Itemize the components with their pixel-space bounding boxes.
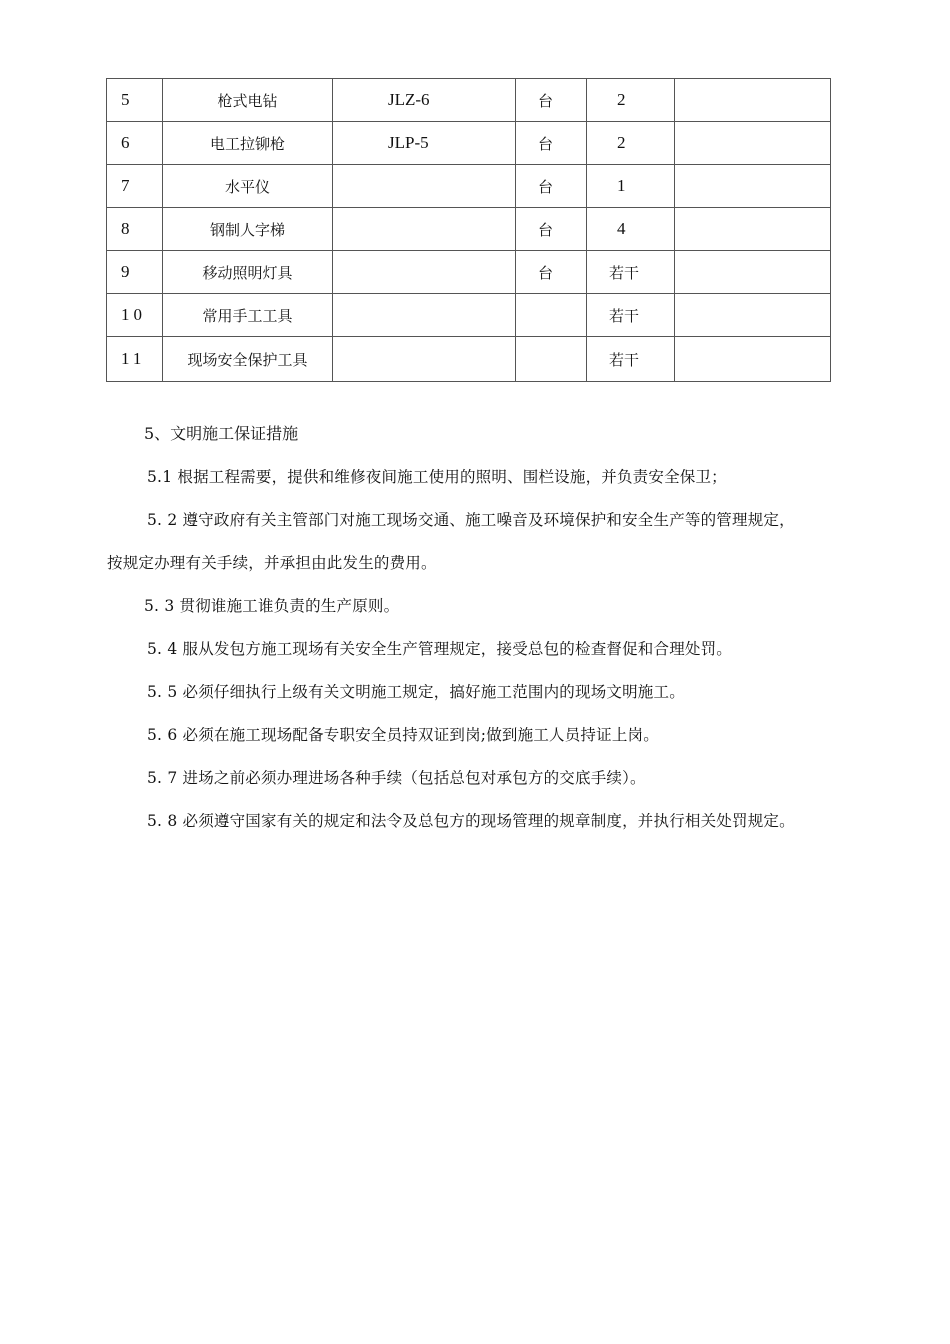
equipment-quantity: 若干	[587, 294, 675, 337]
equipment-note	[675, 337, 831, 382]
equipment-quantity: 4	[587, 208, 675, 251]
row-number: 5	[107, 79, 163, 122]
row-number: 11	[107, 337, 163, 382]
paragraph: 5. 7 进场之前必须办理进场各种手续（包括总包对承包方的交底手续）。	[147, 769, 646, 787]
paragraph: 5. 8 必须遵守国家有关的规定和法令及总包方的现场管理的规章制度，并执行相关处罚规定。	[147, 812, 795, 830]
equipment-name: 枪式电钻	[163, 79, 333, 122]
equipment-note	[675, 251, 831, 294]
equipment-unit: 台	[516, 251, 587, 294]
equipment-quantity: 若干	[587, 337, 675, 382]
row-number: 7	[107, 165, 163, 208]
equipment-quantity: 2	[587, 122, 675, 165]
paragraph: 5. 6 必须在施工现场配备专职安全员持双证到岗;做到施工人员持证上岗。	[147, 726, 659, 744]
paragraph: 5.1 根据工程需要，提供和维修夜间施工使用的照明、围栏设施，并负责安全保卫；	[147, 468, 727, 486]
equipment-name: 水平仪	[163, 165, 333, 208]
equipment-note	[675, 294, 831, 337]
equipment-name: 电工拉铆枪	[163, 122, 333, 165]
equipment-table	[106, 78, 831, 382]
equipment-model	[333, 294, 516, 337]
equipment-name: 常用手工工具	[163, 294, 333, 337]
equipment-note	[675, 79, 831, 122]
equipment-unit: 台	[516, 208, 587, 251]
equipment-quantity: 2	[587, 79, 675, 122]
row-number: 9	[107, 251, 163, 294]
table-row	[107, 122, 831, 165]
paragraph-continuation: 按规定办理有关手续，并承担由此发生的费用。	[107, 554, 437, 572]
equipment-quantity: 1	[587, 165, 675, 208]
paragraph: 5. 4 服从发包方施工现场有关安全生产管理规定，接受总包的检查督促和合理处罚。	[147, 640, 733, 658]
table-row	[107, 294, 831, 337]
equipment-model: JLZ-6	[333, 79, 516, 122]
table-row	[107, 337, 831, 382]
equipment-name: 钢制人字梯	[163, 208, 333, 251]
row-number: 10	[107, 294, 163, 337]
equipment-name: 移动照明灯具	[163, 251, 333, 294]
equipment-note	[675, 122, 831, 165]
table-row	[107, 165, 831, 208]
equipment-model	[333, 251, 516, 294]
equipment-model	[333, 165, 516, 208]
equipment-note	[675, 165, 831, 208]
equipment-unit: 台	[516, 122, 587, 165]
equipment-note	[675, 208, 831, 251]
equipment-quantity: 若干	[587, 251, 675, 294]
equipment-unit	[516, 294, 587, 337]
equipment-unit	[516, 337, 587, 382]
row-number: 6	[107, 122, 163, 165]
paragraph: 5. 2 遵守政府有关主管部门对施工现场交通、施工噪音及环境保护和安全生产等的管理规定，	[147, 511, 795, 529]
paragraph: 5. 3 贯彻谁施工谁负责的生产原则。	[144, 597, 400, 615]
equipment-model	[333, 337, 516, 382]
equipment-unit: 台	[516, 79, 587, 122]
section-heading: 5、文明施工保证措施	[144, 424, 299, 443]
table-row	[107, 251, 831, 294]
equipment-model: JLP-5	[333, 122, 516, 165]
table-row	[107, 79, 831, 122]
equipment-name: 现场安全保护工具	[163, 337, 333, 382]
paragraph: 5. 5 必须仔细执行上级有关文明施工规定，搞好施工范围内的现场文明施工。	[147, 683, 685, 701]
row-number: 8	[107, 208, 163, 251]
equipment-unit: 台	[516, 165, 587, 208]
table-row	[107, 208, 831, 251]
equipment-model	[333, 208, 516, 251]
